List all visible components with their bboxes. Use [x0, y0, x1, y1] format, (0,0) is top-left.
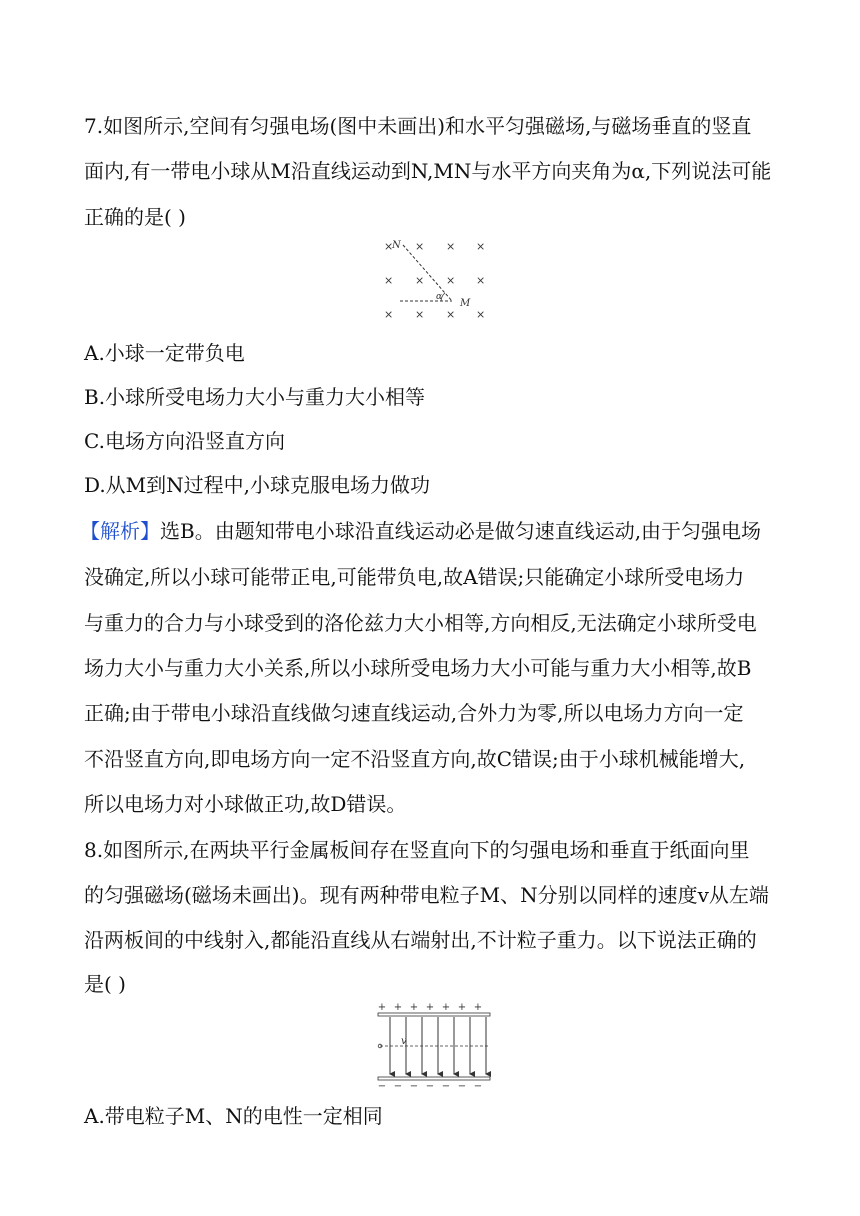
label-n: N [392, 240, 401, 251]
field-mark: × [415, 274, 425, 287]
plus-sign: + [393, 1002, 403, 1013]
minus-sign: − [425, 1081, 435, 1090]
plus-sign: + [441, 1002, 451, 1013]
bottom-plate [378, 1077, 490, 1080]
plus-sign: + [425, 1002, 435, 1013]
q8-parallel-plates-figure [370, 1000, 498, 1090]
plus-sign: + [377, 1002, 387, 1013]
q7-analysis-line-5: 正确;由于带电小球沿直线做匀速直线运动,合外力为零,所以电场力方向一定 [84, 701, 744, 725]
q7-stem-line-2: 面内,有一带电小球从M沿直线运动到N,MN与水平方向夹角为α,下列说法可能 [84, 159, 772, 183]
q8-stem-line-1: 8.如图所示,在两块平行金属板间存在竖直向下的匀强电场和垂直于纸面向里 [84, 838, 750, 862]
q7-option-b: B.小球所受电场力大小与重力大小相等 [84, 385, 426, 409]
field-mark: × [476, 274, 486, 287]
field-mark: × [446, 308, 456, 321]
path-mn-line [403, 245, 452, 301]
q8-option-a: A.带电粒子M、N的电性一定相同 [84, 1104, 383, 1128]
field-mark: × [446, 274, 456, 287]
label-alpha: α [436, 292, 443, 302]
q7-stem-line-1: 7.如图所示,空间有匀强电场(图中未画出)和水平匀强磁场,与磁场垂直的竖直 [84, 114, 752, 138]
q8-stem-line-3: 沿两板间的中线射入,都能沿直线从右端射出,不计粒子重力。以下说法正确的 [84, 928, 757, 952]
field-mark: × [446, 240, 456, 253]
field-mark: × [415, 308, 425, 321]
q8-stem-line-2: 的匀强磁场(磁场未画出)。现有两种带电粒子M、N分别以同样的速度v从左端 [84, 883, 769, 907]
q7-option-d: D.从M到N过程中,小球克服电场力做功 [84, 473, 431, 497]
field-mark: × [415, 240, 425, 253]
minus-sign: − [409, 1081, 419, 1090]
plus-sign: + [473, 1002, 483, 1013]
field-mark: × [476, 240, 486, 253]
q7-option-a: A.小球一定带负电 [84, 341, 245, 365]
q7-magnetic-field-figure [378, 232, 490, 324]
field-mark: × [384, 274, 394, 287]
field-mark: × [384, 240, 394, 253]
top-plate [378, 1013, 490, 1016]
q7-analysis-line-4: 场力大小与重力大小关系,所以小球所受电场力大小可能与重力大小相等,故B [84, 656, 752, 680]
minus-sign: − [457, 1081, 467, 1090]
minus-sign: − [441, 1081, 451, 1090]
q7-analysis-line-1 [80, 517, 761, 545]
q7-analysis-line-6: 不沿竖直方向,即电场方向一定不沿竖直方向,故C错误;由于小球机械能增大, [84, 747, 746, 771]
analysis-text: 选B。由题知带电小球沿直线运动必是做匀速直线运动,由于匀强电场 [160, 519, 762, 543]
minus-sign: − [393, 1081, 403, 1090]
q7-stem-line-3: 正确的是( ) [84, 205, 186, 229]
q7-option-c: C.电场方向沿竖直方向 [84, 429, 285, 453]
minus-sign: − [473, 1081, 483, 1090]
label-m: M [460, 298, 471, 309]
minus-sign: − [377, 1081, 387, 1090]
q8-stem-line-4: 是( ) [84, 972, 126, 996]
q7-analysis-line-3: 与重力的合力与小球受到的洛伦兹力大小相等,方向相反,无法确定小球所受电 [84, 611, 757, 635]
q7-analysis-line-7: 所以电场力对小球做正功,故D错误。 [84, 792, 407, 816]
plus-sign: + [409, 1002, 419, 1013]
field-mark: × [476, 308, 486, 321]
plus-sign: + [457, 1002, 467, 1013]
field-mark: × [384, 308, 394, 321]
q7-analysis-line-2: 没确定,所以小球可能带正电,可能带负电,故A错误;只能确定小球所受电场力 [84, 565, 745, 589]
analysis-tag: 【解析】 [80, 519, 160, 543]
label-v: v [401, 1036, 407, 1047]
